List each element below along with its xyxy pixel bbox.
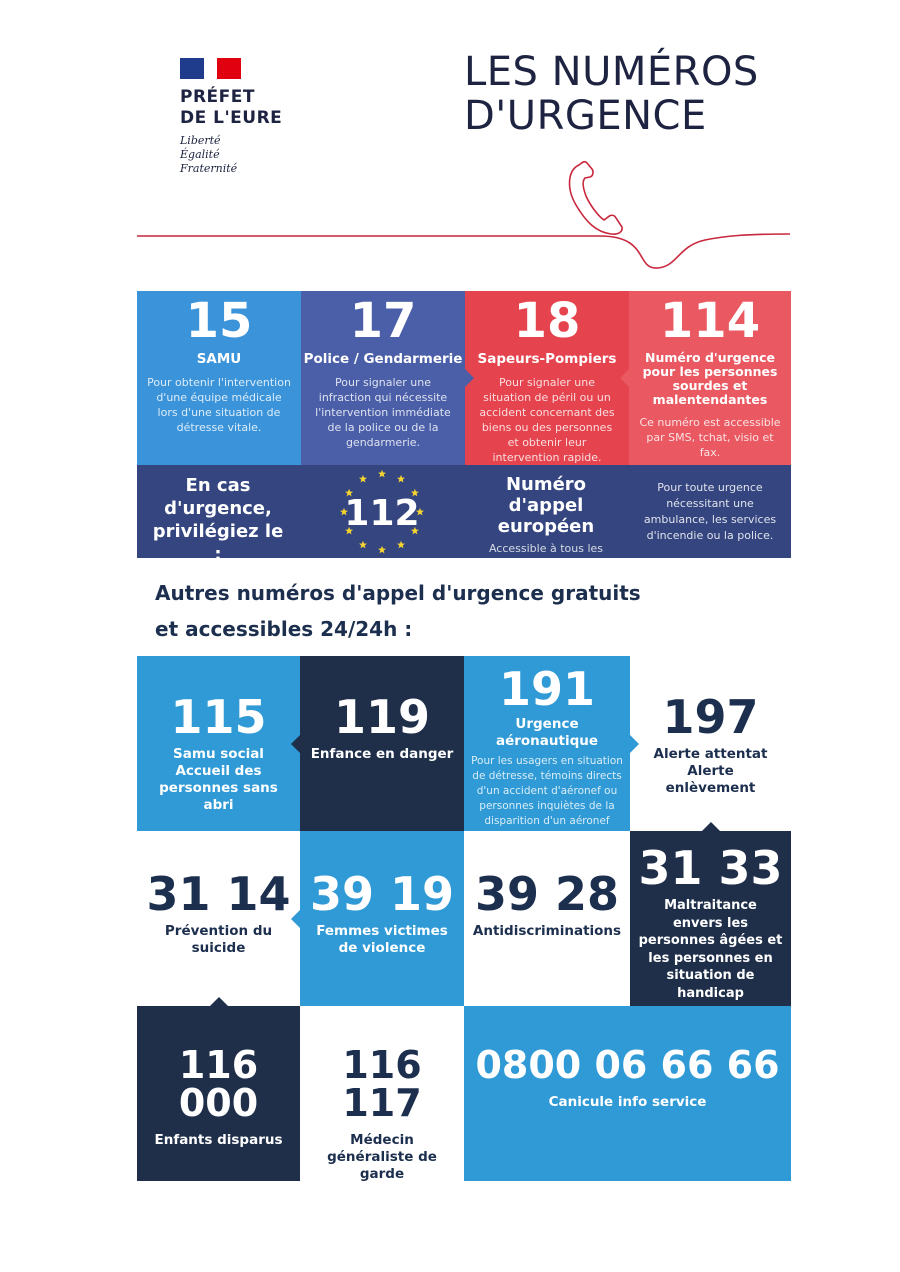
european-number: 112 — [344, 493, 420, 534]
emergency-number: 0800 06 66 66 — [475, 1043, 780, 1087]
emergency-number: 39 19 — [309, 867, 455, 921]
service-label: Femmes victimes de violence — [316, 923, 448, 956]
emergency-number: 31 14 — [146, 867, 291, 921]
tile-115 — [137, 656, 300, 831]
tile-3919 — [300, 831, 464, 1006]
marianne-flag-logo — [180, 58, 241, 79]
service-label: Enfants disparus — [154, 1132, 283, 1148]
emergency-number: 115 — [170, 690, 267, 744]
emergency-number: 15 — [185, 293, 253, 349]
tile-15-samu — [137, 291, 301, 465]
telephone-handset-icon — [130, 150, 800, 275]
page-title: LES NUMÉROS D'URGENCE — [464, 49, 759, 139]
republic-motto: Liberté Égalité Fraternité — [180, 134, 238, 175]
eu-star-icon — [397, 541, 405, 549]
emergency-number: 39 28 — [474, 867, 620, 921]
european-access: Accessible à tous les opérateurs — [488, 542, 604, 570]
tile-3133 — [630, 831, 791, 1006]
tile-116000 — [137, 1006, 300, 1181]
emergency-number: 17 — [349, 293, 417, 349]
service-label: Alerte attentat Alerte enlèvement — [653, 746, 768, 796]
service-description: Pour signaler une infraction qui nécessite l'intervention immédiate de la police ou de la gendarmerie. — [315, 376, 451, 449]
eu-star-icon — [359, 541, 367, 549]
emergency-number: 114 — [659, 293, 761, 349]
tile-116117 — [300, 1006, 464, 1181]
eu-star-icon — [378, 470, 386, 478]
prefecture-name: PRÉFET DE L'EURE — [180, 87, 283, 128]
emergency-number: 119 — [333, 690, 431, 744]
others-heading: Autres numéros d'appel d'urgence gratuits et accessibles 24/24h : — [155, 581, 641, 641]
european-intro: En cas d'urgence, privilégiez le : — [152, 475, 284, 565]
tile-197 — [630, 656, 791, 831]
european-description: Pour toute urgence nécessitant une ambulance, les services d'incendie ou la police. — [643, 481, 777, 542]
emergency-number: 18 — [513, 293, 581, 349]
service-label: Antidiscriminations — [472, 923, 622, 939]
tile-17-police — [301, 291, 465, 465]
eu-star-icon — [378, 546, 386, 554]
tile-18-pompiers — [465, 291, 629, 465]
service-label: Enfance en danger — [310, 746, 454, 762]
service-description: Pour obtenir l'intervention d'une équipe médicale lors d'une situation de détresse vitale. — [147, 376, 291, 434]
tile-canicule — [464, 1006, 791, 1181]
service-description: Pour signaler une situation de péril ou un accident concernant des biens ou des personnes et obtenir leur intervention rapide. — [479, 376, 615, 464]
service-label: Prévention du suicide — [164, 923, 273, 956]
eu-stars-icon — [330, 462, 434, 562]
tile-3114 — [137, 831, 300, 1006]
tile-119 — [300, 656, 464, 831]
eu-star-icon — [359, 475, 367, 483]
service-label: Canicule info service — [548, 1094, 707, 1110]
service-label: Sapeurs-Pompiers — [477, 351, 617, 367]
service-description: Pour les usagers en situation de détresse, témoins directs d'un accident d'aéronef ou personnes inquiètes de la disparition d'un aéronef — [471, 755, 623, 827]
tile-114-sourds — [629, 291, 791, 465]
european-title: Numéro d'appel européen — [497, 474, 595, 537]
emergency-number: 197 — [662, 690, 759, 744]
tile-3928 — [464, 831, 630, 1006]
emergency-number: 116 117 — [342, 1043, 422, 1125]
service-label: Samu social Accueil des personnes sans abri — [159, 746, 278, 813]
service-label: Urgence aéronautique — [495, 716, 599, 749]
emergency-number: 191 — [498, 662, 596, 716]
eu-star-icon — [397, 475, 405, 483]
european-title-block — [468, 474, 624, 571]
emergency-number: 116 000 — [178, 1043, 259, 1125]
service-label: Police / Gendarmerie — [303, 351, 463, 367]
service-label: Médecin généraliste de garde — [327, 1132, 437, 1182]
tile-191 — [464, 656, 630, 831]
service-label: SAMU — [196, 351, 242, 367]
service-label: Numéro d'urgence pour les personnes sourdes et malentendantes — [642, 350, 778, 407]
service-label: Maltraitance envers les personnes âgées et les personnes en situation de handicap — [638, 898, 783, 1001]
emergency-number: 31 33 — [638, 841, 783, 895]
service-description: Ce numéro est accessible par SMS, tchat, visio et fax. — [639, 416, 781, 459]
